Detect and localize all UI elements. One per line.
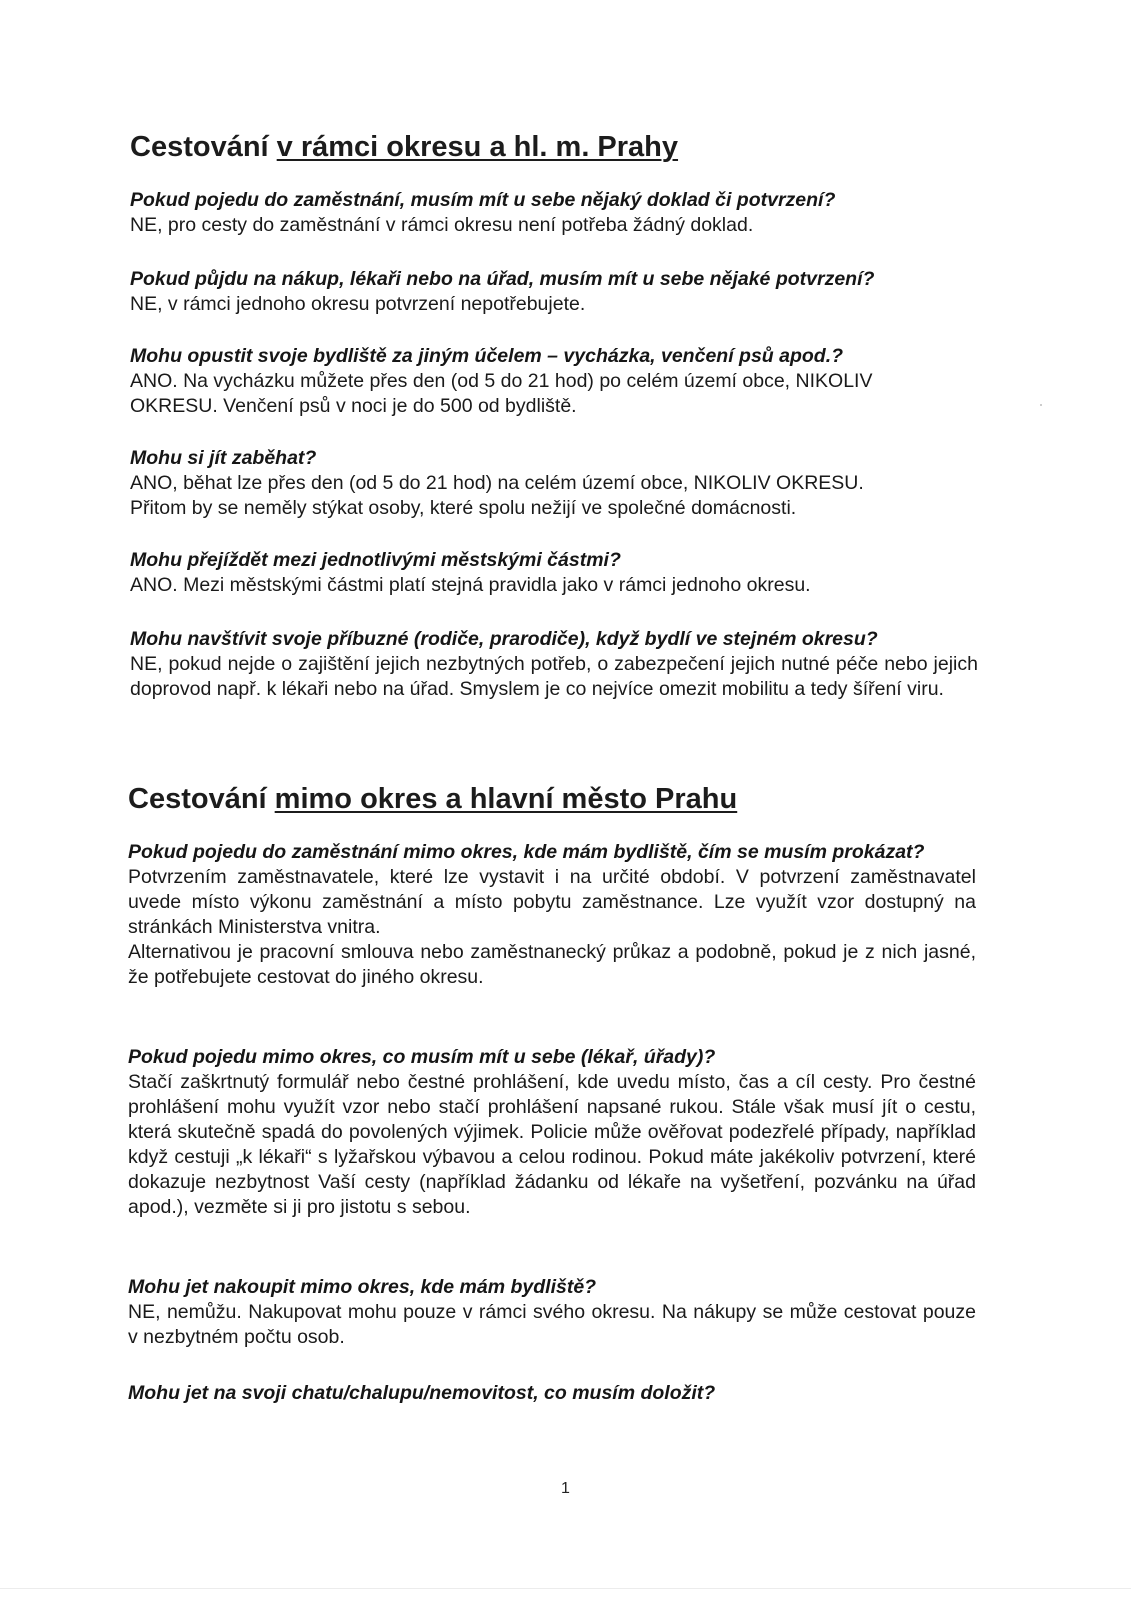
qa-block: [128, 840, 976, 990]
question: Mohu si jít zaběhat?: [130, 447, 317, 469]
scan-edge-line: [0, 1588, 1131, 1589]
page-number: 1: [561, 1480, 570, 1497]
section-heading-text: Cestování: [128, 783, 275, 815]
answer: Stačí zaškrtnutý formulář nebo čestné prohlášení, kde uvedu místo, čas a cíl cesty. Pro čestné prohlášení mohu využít vzor nebo stačí prohlášení napsané rukou. Stále však musí jít o cestu, která skutečně spadá do povolených výjimek. Policie může ověřovat podezřelé případy, například když cestuji „k lékaři“ s lyžařskou výbavou a celou rodinou. Pokud máte jakékoliv potvrzení, které dokazuje nezbytnost Vaší cesty (například žádanku od lékaře na vyšetření, pozvánku na úřad apod.), vezměte si ji pro jistotu s sebou.: [128, 1071, 976, 1218]
question: Mohu jet na svoji chatu/chalupu/nemovitost, co musím doložit?: [128, 1382, 716, 1404]
qa-block: [130, 446, 864, 521]
qa-block: [130, 627, 978, 702]
answer: Alternativou je pracovní smlouva nebo zaměstnanecký průkaz a podobně, pokud je z nich jasné, že potřebujete cestovat do jiného okresu.: [128, 941, 976, 988]
question: Pokud pojedu do zaměstnání mimo okres, kde mám bydliště, čím se musím prokázat?: [128, 841, 925, 863]
qa-block: [130, 267, 874, 317]
section-heading-underlined: mimo okres a hlavní město Prahu: [274, 783, 738, 815]
scan-speck: [1040, 404, 1042, 406]
qa-block: [130, 548, 811, 598]
question: Mohu přejíždět mezi jednotlivými městskými částmi?: [130, 549, 621, 571]
answer: NE, v rámci jednoho okresu potvrzení nepotřebujete.: [130, 293, 586, 315]
qa-block: [130, 188, 835, 238]
answer: Přitom by se neměly stýkat osoby, které spolu nežijí ve společné domácnosti.: [130, 497, 797, 519]
question: Mohu jet nakoupit mimo okres, kde mám bydliště?: [128, 1276, 597, 1298]
question: Pokud půjdu na nákup, lékaři nebo na úřad, musím mít u sebe nějaké potvrzení?: [130, 268, 875, 290]
section-heading: [130, 130, 678, 164]
answer: ANO. Mezi městskými částmi platí stejná pravidla jako v rámci jednoho okresu.: [130, 574, 811, 596]
question: Pokud pojedu do zaměstnání, musím mít u sebe nějaký doklad či potvrzení?: [130, 189, 836, 211]
qa-block: [128, 1275, 976, 1350]
answer: NE, pro cesty do zaměstnání v rámci okresu není potřeba žádný doklad.: [130, 214, 754, 236]
qa-block: [130, 344, 872, 419]
qa-block: [128, 1045, 976, 1220]
answer: ANO. Na vycházku můžete přes den (od 5 do 21 hod) po celém území obce, NIKOLIV: [130, 370, 873, 392]
answer: NE, nemůžu. Nakupovat mohu pouze v rámci svého okresu. Na nákupy se může cestovat pouze v nezbytném počtu osob.: [128, 1301, 976, 1348]
qa-block: [128, 1381, 715, 1406]
question: Pokud pojedu mimo okres, co musím mít u sebe (lékař, úřady)?: [128, 1046, 716, 1068]
answer: OKRESU. Venčení psů v noci je do 500 od bydliště.: [130, 395, 577, 417]
section-heading: [128, 782, 737, 816]
answer: NE, pokud nejde o zajištění jejich nezbytných potřeb, o zabezpečení jejich nutné péče nebo jejich doprovod např. k lékaři nebo na úřad. Smyslem je co nejvíce omezit mobilitu a tedy šíření viru.: [130, 653, 978, 700]
answer: Potvrzením zaměstnavatele, které lze vystavit i na určité období. V potvrzení zaměstnavatel uvede místo výkonu zaměstnání a místo pobytu zaměstnance. Lze využít vzor dostupný na stránkách Ministerstva vnitra.: [128, 866, 976, 938]
section-heading-underlined: v rámci okresu a hl. m. Prahy: [276, 131, 679, 163]
question: Mohu opustit svoje bydliště za jiným účelem – vycházka, venčení psů apod.?: [130, 345, 844, 367]
answer: ANO, běhat lze přes den (od 5 do 21 hod) na celém území obce, NIKOLIV OKRESU.: [130, 472, 864, 494]
question: Mohu navštívit svoje příbuzné (rodiče, prarodiče), když bydlí ve stejném okresu?: [130, 628, 878, 650]
section-heading-text: Cestování: [130, 131, 277, 163]
